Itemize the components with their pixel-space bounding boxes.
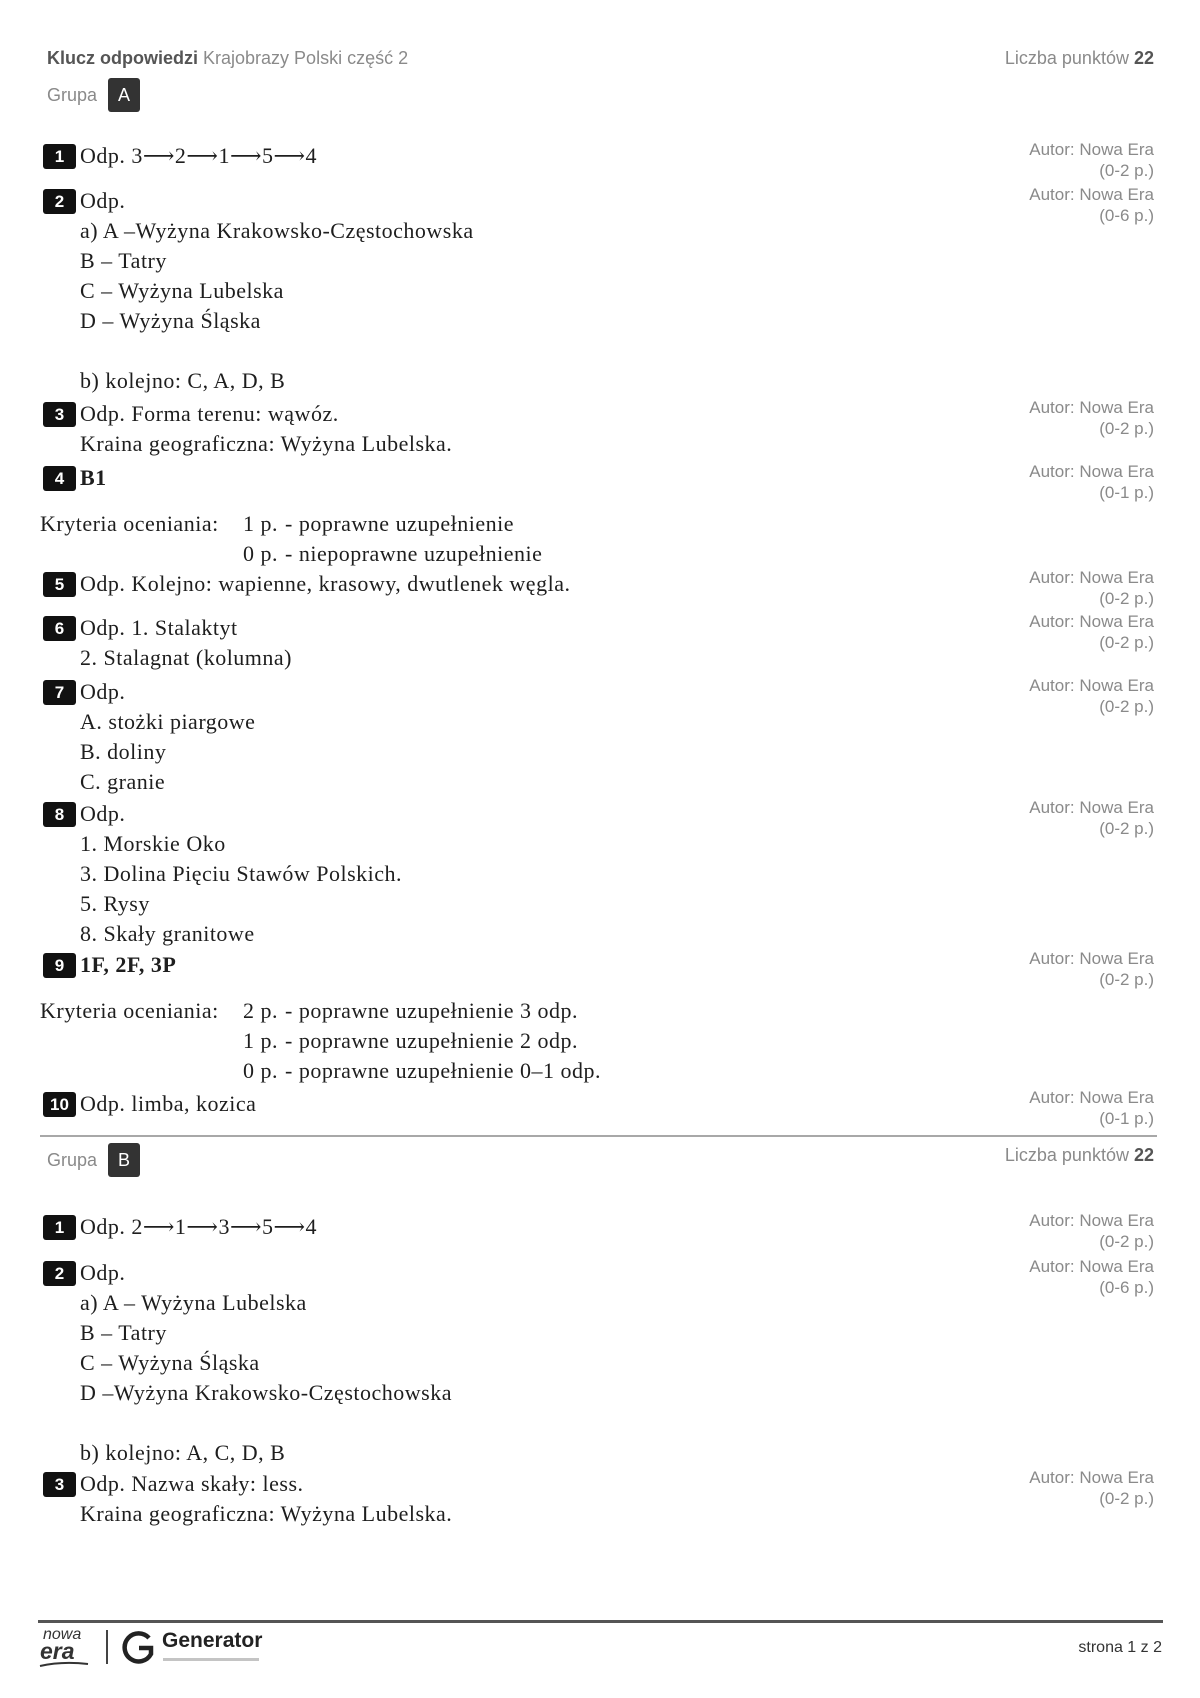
answer-line: Odp. Kolejno: wapienne, krasowy, dwutlenek węgla. <box>80 571 571 596</box>
question-block-a-4 <box>40 462 1154 569</box>
generator-logo-text: Generator <box>162 1629 263 1652</box>
points-range: (0-2 p.) <box>1099 1489 1154 1508</box>
answer-body <box>40 950 1154 1086</box>
answer-line: a) A – Wyżyna Lubelska <box>80 1290 307 1315</box>
author-info <box>1029 611 1154 653</box>
title-bold: Klucz odpowiedzi <box>47 48 198 68</box>
nowa-era-logo <box>38 1627 94 1669</box>
question-block-a-6 <box>43 613 1154 673</box>
question-number-badge: 1 <box>43 1215 76 1240</box>
author-name: Autor: Nowa Era <box>1029 612 1154 631</box>
criteria-points: 2 p. <box>243 998 278 1023</box>
criteria-label-gap <box>40 539 243 569</box>
points-range: (0-1 p.) <box>1099 483 1154 502</box>
author-name: Autor: Nowa Era <box>1029 1211 1154 1230</box>
answer-line: Odp. 1. Stalaktyt <box>80 615 238 640</box>
page-title <box>47 47 408 69</box>
group-label: Grupa <box>47 85 98 105</box>
answer-body <box>43 677 1154 797</box>
author-name: Autor: Nowa Era <box>1029 185 1154 204</box>
criteria-points: 1 p. <box>243 511 278 536</box>
answer-line: B – Tatry <box>80 1320 167 1345</box>
answer-bold: B1 <box>80 465 107 490</box>
total-points-label: Liczba punktów <box>1004 48 1129 68</box>
points-range: (0-2 p.) <box>1099 419 1154 438</box>
answer-line: Kraina geograficzna: Wyżyna Lubelska. <box>80 1501 453 1526</box>
criteria-description: - poprawne uzupełnienie 0–1 odp. <box>285 1058 601 1083</box>
question-number-badge: 4 <box>43 466 76 491</box>
criteria-description: - poprawne uzupełnienie 2 odp. <box>285 1028 578 1053</box>
answer-line: B. doliny <box>80 739 167 764</box>
title-subject: Krajobrazy Polski część 2 <box>203 48 409 68</box>
answer-line: Odp. <box>80 679 126 704</box>
answer-part-b: b) kolejno: C, A, D, B <box>80 368 286 393</box>
question-block-b-3 <box>43 1469 1154 1529</box>
question-number-badge: 5 <box>43 572 76 597</box>
criteria-description: - poprawne uzupełnienie <box>285 511 514 536</box>
author-info <box>1029 1087 1154 1129</box>
author-info <box>1029 1210 1154 1252</box>
points-range: (0-2 p.) <box>1099 633 1154 652</box>
answer-line: Odp. Nazwa skały: less. <box>80 1471 304 1496</box>
answer-body <box>43 613 1154 673</box>
question-number-badge: 2 <box>43 189 76 214</box>
question-block-a-2 <box>43 186 1154 396</box>
criteria-label-gap <box>40 1026 243 1056</box>
logo-separator <box>106 1630 108 1664</box>
generator-tagline <box>163 1658 259 1661</box>
question-number-badge: 3 <box>43 402 76 427</box>
answer-line: Odp. 3⟶2⟶1⟶5⟶4 <box>80 143 318 168</box>
group-label: Grupa <box>47 1150 98 1170</box>
points-range: (0-6 p.) <box>1099 1278 1154 1297</box>
question-block-b-1 <box>43 1211 1154 1251</box>
author-info <box>1029 1467 1154 1509</box>
blank-line <box>80 336 1154 366</box>
author-info <box>1029 797 1154 839</box>
answer-body <box>43 186 1154 396</box>
answer-line: Odp. limba, kozica <box>80 1091 257 1116</box>
author-name: Autor: Nowa Era <box>1029 949 1154 968</box>
author-name: Autor: Nowa Era <box>1029 462 1154 481</box>
question-number-badge: 1 <box>43 144 76 169</box>
author-info <box>1029 139 1154 181</box>
author-info <box>1029 1256 1154 1298</box>
question-block-a-3 <box>43 399 1154 459</box>
answer-body <box>43 1258 1154 1468</box>
answer-line: Kraina geograficzna: Wyżyna Lubelska. <box>80 431 453 456</box>
answer-line: C. granie <box>80 769 166 794</box>
question-block-a-1 <box>43 140 1154 180</box>
logo-swoosh-icon <box>38 1660 92 1669</box>
answer-line: 3. Dolina Pięciu Stawów Polskich. <box>80 861 403 886</box>
group-letter-badge: A <box>108 78 140 112</box>
question-number-badge: 8 <box>43 802 76 827</box>
answer-line: 1. Morskie Oko <box>80 831 226 856</box>
answer-line: Odp. Forma terenu: wąwóz. <box>80 401 339 426</box>
grading-criteria <box>40 509 1154 569</box>
author-info <box>1029 397 1154 439</box>
question-number-badge: 3 <box>43 1472 76 1497</box>
answer-line: Odp. <box>80 1260 126 1285</box>
footer-rule <box>38 1620 1163 1623</box>
points-range: (0-1 p.) <box>1099 1109 1154 1128</box>
answer-body <box>43 799 1154 949</box>
grading-criteria <box>40 996 1154 1086</box>
points-range: (0-2 p.) <box>1099 697 1154 716</box>
criteria-label: Kryteria oceniania: <box>40 511 219 536</box>
group-divider <box>40 1135 1157 1137</box>
answer-line: C – Wyżyna Lubelska <box>80 278 284 303</box>
points-range: (0-2 p.) <box>1099 161 1154 180</box>
answer-body <box>43 1469 1154 1529</box>
answer-body <box>43 1089 1154 1119</box>
question-number-badge: 6 <box>43 616 76 641</box>
points-range: (0-2 p.) <box>1099 589 1154 608</box>
answer-line: A. stożki piargowe <box>80 709 256 734</box>
criteria-row <box>40 539 1154 569</box>
author-name: Autor: Nowa Era <box>1029 1468 1154 1487</box>
answer-line: 8. Skały granitowe <box>80 921 255 946</box>
author-info <box>1029 184 1154 226</box>
blank-line <box>80 1408 1154 1438</box>
question-block-a-9 <box>40 949 1154 1086</box>
group-header-b <box>47 1143 140 1177</box>
answer-body <box>43 569 1154 599</box>
group-header-a <box>47 78 140 112</box>
answer-body <box>43 1212 1154 1242</box>
question-number-badge: 7 <box>43 680 76 705</box>
criteria-label: Kryteria oceniania: <box>40 998 219 1023</box>
author-name: Autor: Nowa Era <box>1029 398 1154 417</box>
generator-g-icon <box>120 1629 156 1667</box>
answer-line: D – Wyżyna Śląska <box>80 308 261 333</box>
author-info <box>1029 675 1154 717</box>
answer-line: D –Wyżyna Krakowsko-Częstochowska <box>80 1380 452 1405</box>
page-number: strona 1 z 2 <box>1078 1639 1162 1656</box>
author-name: Autor: Nowa Era <box>1029 1088 1154 1107</box>
answer-line: Odp. 2⟶1⟶3⟶5⟶4 <box>80 1214 318 1239</box>
logo-text-nowa: nowa <box>43 1626 82 1643</box>
answer-bold: 1F, 2F, 3P <box>80 952 177 977</box>
answer-line: Odp. <box>80 801 126 826</box>
question-number-badge: 9 <box>43 953 76 978</box>
group-b-points <box>1005 1144 1154 1166</box>
author-name: Autor: Nowa Era <box>1029 140 1154 159</box>
criteria-points: 0 p. <box>243 1058 278 1083</box>
answer-line: 2. Stalagnat (kolumna) <box>80 645 293 670</box>
answer-line: 5. Rysy <box>80 891 150 916</box>
question-block-a-5 <box>43 568 1154 608</box>
criteria-description: - niepoprawne uzupełnienie <box>285 541 543 566</box>
points-range: (0-2 p.) <box>1099 970 1154 989</box>
answer-body <box>43 141 1154 171</box>
points-range: (0-6 p.) <box>1099 206 1154 225</box>
criteria-points: 1 p. <box>243 1028 278 1053</box>
author-info <box>1029 567 1154 609</box>
criteria-points: 0 p. <box>243 541 278 566</box>
question-number-badge: 2 <box>43 1261 76 1286</box>
criteria-row <box>40 509 1154 539</box>
question-number-badge: 10 <box>43 1092 76 1117</box>
total-points <box>1005 47 1154 69</box>
question-block-a-8 <box>43 799 1154 949</box>
answer-line: a) A –Wyżyna Krakowsko-Częstochowska <box>80 218 474 243</box>
answer-body <box>43 399 1154 459</box>
question-block-b-2 <box>43 1258 1154 1468</box>
criteria-row <box>40 1026 1154 1056</box>
answer-body <box>40 463 1154 569</box>
author-info <box>1029 461 1154 503</box>
question-block-a-7 <box>43 677 1154 797</box>
answer-part-b: b) kolejno: A, C, D, B <box>80 1440 286 1465</box>
author-info <box>1029 948 1154 990</box>
author-name: Autor: Nowa Era <box>1029 1257 1154 1276</box>
total-points-value: 22 <box>1133 48 1154 68</box>
answer-line: Odp. <box>80 188 126 213</box>
question-block-a-10 <box>43 1088 1154 1128</box>
criteria-label-gap <box>40 1056 243 1086</box>
logo-text-era: era <box>40 1638 75 1664</box>
group-points-label: Liczba punktów <box>1004 1145 1129 1165</box>
author-name: Autor: Nowa Era <box>1029 676 1154 695</box>
points-range: (0-2 p.) <box>1099 819 1154 838</box>
criteria-row <box>40 1056 1154 1086</box>
criteria-description: - poprawne uzupełnienie 3 odp. <box>285 998 578 1023</box>
author-name: Autor: Nowa Era <box>1029 568 1154 587</box>
group-letter-badge: B <box>108 1143 140 1177</box>
criteria-row <box>40 996 1154 1026</box>
points-range: (0-2 p.) <box>1099 1232 1154 1251</box>
answer-line: B – Tatry <box>80 248 167 273</box>
answer-line: C – Wyżyna Śląska <box>80 1350 260 1375</box>
group-points-value: 22 <box>1133 1145 1154 1165</box>
author-name: Autor: Nowa Era <box>1029 798 1154 817</box>
